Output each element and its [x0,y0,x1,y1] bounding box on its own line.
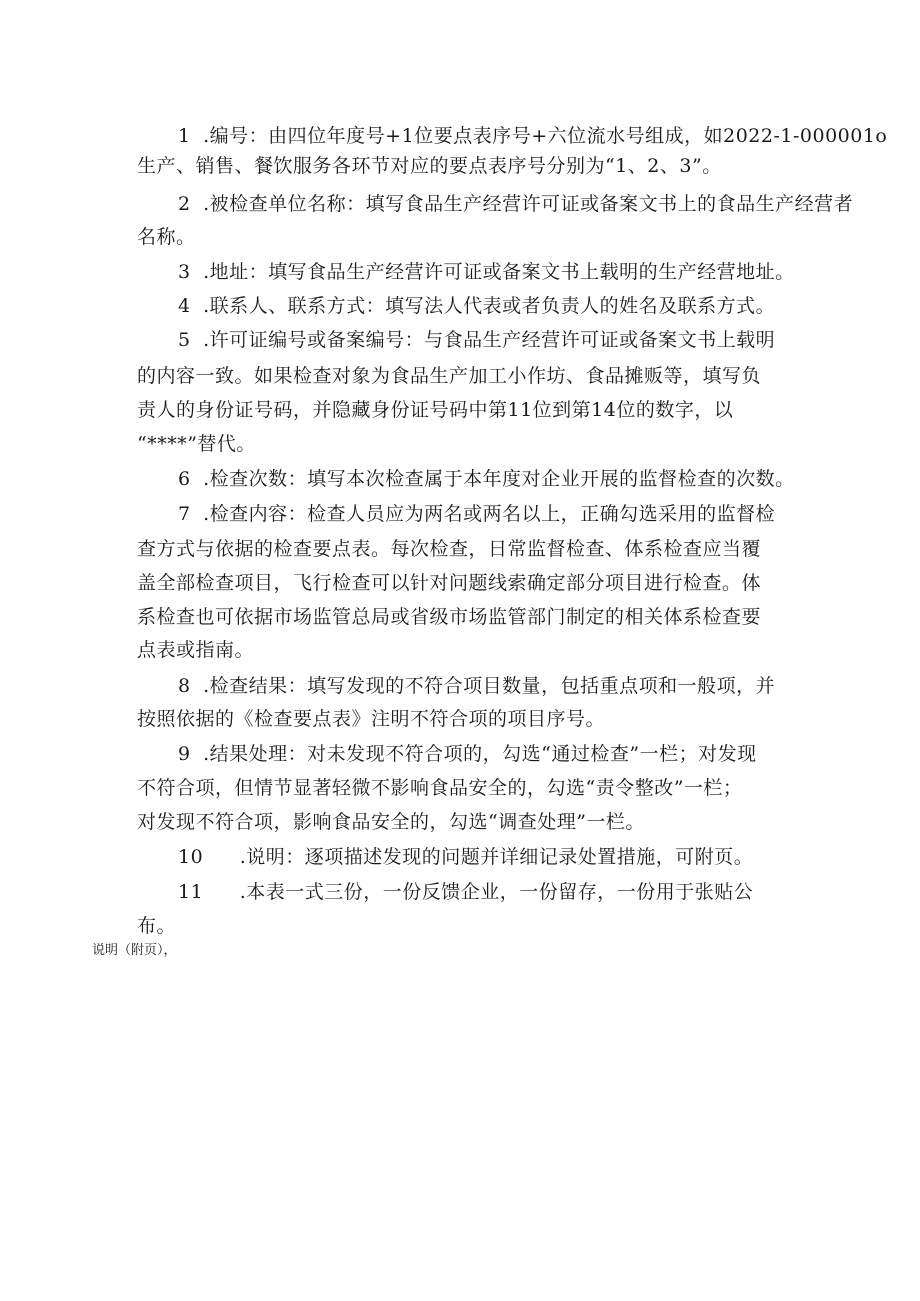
item-9-number: 9 [178,743,191,765]
item-3-text: .地址：填写食品生产经营许可证或备案文书上载明的生产经营地址。 [203,261,795,283]
item-7-number: 7 [178,503,191,525]
item-7-text: .检查内容：检查人员应为两名或两名以上，正确勾选采用的监督检 [203,503,776,525]
item-2-line-2: 名称。 [137,226,196,248]
item-9-line-3: 对发现不符合项，影响食品安全的，勾选“调查处理”一栏。 [137,811,645,833]
item-1-text: .编号：由四位年度号+1位要点表序号+六位流水号组成，如2022-1-000001o [203,125,888,147]
item-5-number: 5 [178,329,191,351]
item-8-line-1 [178,674,775,698]
item-3-number: 3 [178,261,191,283]
item-5-line-1 [178,328,775,352]
item-6-number: 6 [178,468,191,490]
item-10-text: .说明：逐项描述发现的问题并详细记录处置措施，可附页。 [239,846,754,868]
item-10-number: 10 [178,846,204,868]
item-11-line-2: 布。 [137,915,177,937]
item-5-line-4: “****”替代。 [137,433,256,455]
item-2-number: 2 [178,193,191,215]
footer-note: 说明（附页）， [92,943,177,958]
item-7-line-2: 查方式与依据的检查要点表。每次检查，日常监督检查、体系检查应当覆 [137,538,762,560]
item-9-line-1 [178,742,757,766]
item-11-line-1 [178,880,753,904]
item-7-line-3: 盖全部检查项目，飞行检查可以针对问题线索确定部分项目进行检查。体 [137,572,762,594]
item-9-text: .结果处理：对未发现不符合项的，勾选“通过检查”一栏；对发现 [203,743,757,765]
item-5-text: .许可证编号或备案编号：与食品生产经营许可证或备案文书上载明 [203,329,776,351]
item-4-text: .联系人、联系方式：填写法人代表或者负责人的姓名及联系方式。 [203,295,776,317]
item-7-line-4: 系检查也可依据市场监管总局或省级市场监管部门制定的相关体系检查要 [137,606,762,628]
item-2-line-1 [178,192,853,216]
item-10-line-1 [178,845,753,869]
item-2-text: .被检查单位名称：填写食品生产经营许可证或备案文书上的食品生产经营者 [203,193,854,215]
item-1-line-2: 生产、销售、餐饮服务各环节对应的要点表序号分别为“1、2、3”。 [137,155,722,177]
item-4-line-1 [178,294,775,318]
item-5-line-3: 责人的身份证号码，并隐藏身份证号码中第11位到第14位的数字，以 [137,399,734,421]
item-1-number: 1 [178,125,191,147]
item-6-text: .检查次数：填写本次检查属于本年度对企业开展的监督检查的次数。 [203,468,795,490]
item-9-line-2: 不符合项，但情节显著轻微不影响食品安全的，勾选“责令整改”一栏； [137,777,743,799]
item-11-text: .本表一式三份，一份反馈企业，一份留存，一份用于张贴公 [239,881,754,903]
item-8-line-2: 按照依据的《检查要点表》注明不符合项的项目序号。 [137,708,606,730]
item-5-line-2: 的内容一致。如果检查对象为食品生产加工小作坊、食品摊贩等，填写负 [137,365,762,387]
item-11-number: 11 [178,881,204,903]
item-7-line-1 [178,502,775,526]
item-8-number: 8 [178,675,191,697]
item-4-number: 4 [178,295,191,317]
item-7-line-5: 点表或指南。 [137,639,255,661]
item-8-text: .检查结果：填写发现的不符合项目数量，包括重点项和一般项，并 [203,675,776,697]
item-1-line-1 [178,124,887,148]
item-3-line-1 [178,260,795,284]
item-6-line-1 [178,467,795,491]
